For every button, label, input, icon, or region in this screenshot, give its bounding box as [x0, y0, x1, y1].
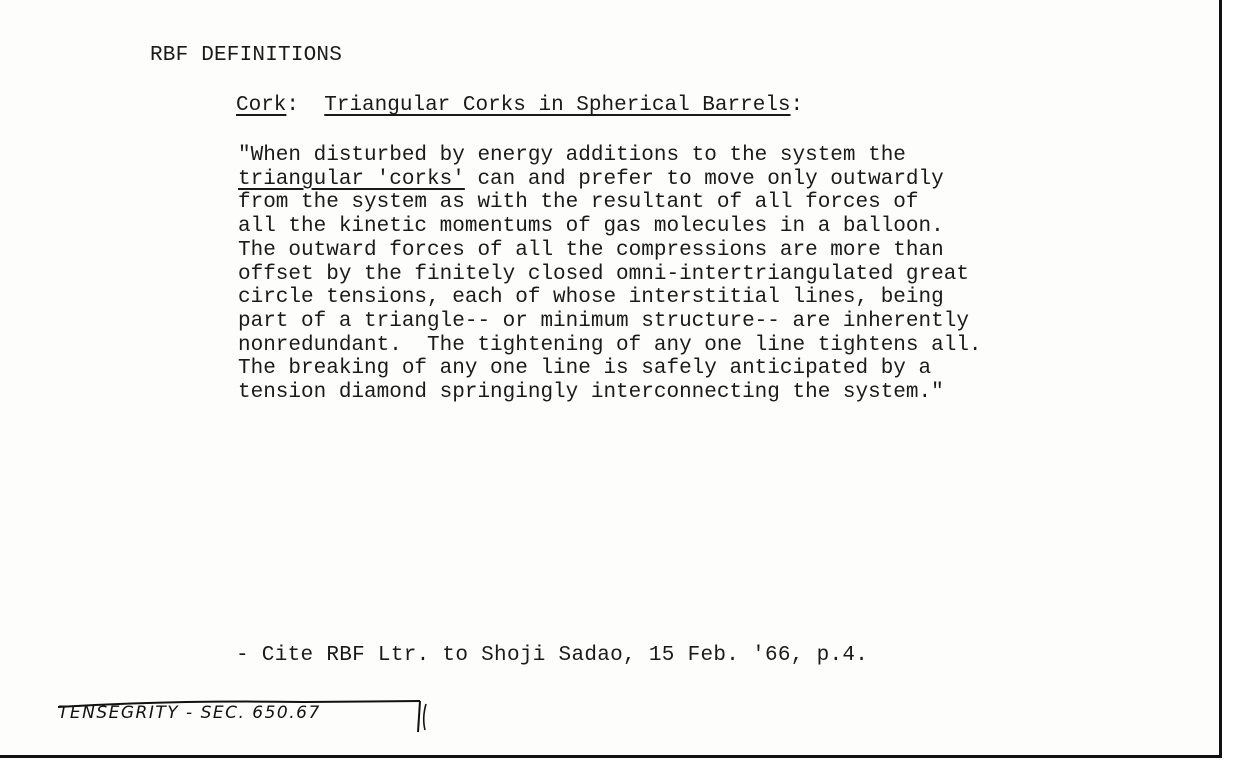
quote-line: offset by the finitely closed omni-intertriangulated great [238, 262, 969, 286]
card-edge [1223, 0, 1233, 775]
quote-line: The outward forces of all the compressions are more than [238, 238, 944, 262]
quote-line: nonredundant. The tightening of any one line tightens all. [238, 333, 982, 357]
citation: - Cite RBF Ltr. to Shoji Sadao, 15 Feb. '66, p.4. [236, 644, 869, 667]
definition-title [236, 94, 803, 117]
quote-line-rest: can and prefer to move only outwardly [464, 167, 944, 191]
term-separator: : [286, 94, 300, 117]
quote-line: circle tensions, each of whose interstitial lines, being [238, 286, 944, 310]
subtitle-suffix: : [790, 94, 804, 117]
quote-underlined-phrase: triangular 'corks' [238, 167, 465, 191]
card-bottom-edge [0, 760, 1233, 775]
quote-line: The breaking of any one line is safely anticipated by a [238, 357, 932, 381]
definition-term: Cork [236, 94, 287, 117]
quote-line: "When disturbed by energy additions to the system the [238, 144, 906, 167]
document-heading: RBF DEFINITIONS [150, 44, 343, 67]
quote-line: from the system as with the resultant of all forces of [238, 191, 919, 215]
quote-line: part of a triangle-- or minimum structure-- are inherently [238, 309, 969, 333]
handwritten-note: TENSEGRITY - SEC. 650.67 [58, 703, 321, 723]
quote-line: tension diamond springingly interconnecting the system." [238, 381, 944, 405]
definition-quote [238, 144, 1138, 405]
quote-line [238, 168, 1138, 192]
quote-line: all the kinetic momentums of gas molecules in a balloon. [238, 215, 944, 239]
definition-subtitle: Triangular Corks in Spherical Barrels [324, 94, 791, 117]
